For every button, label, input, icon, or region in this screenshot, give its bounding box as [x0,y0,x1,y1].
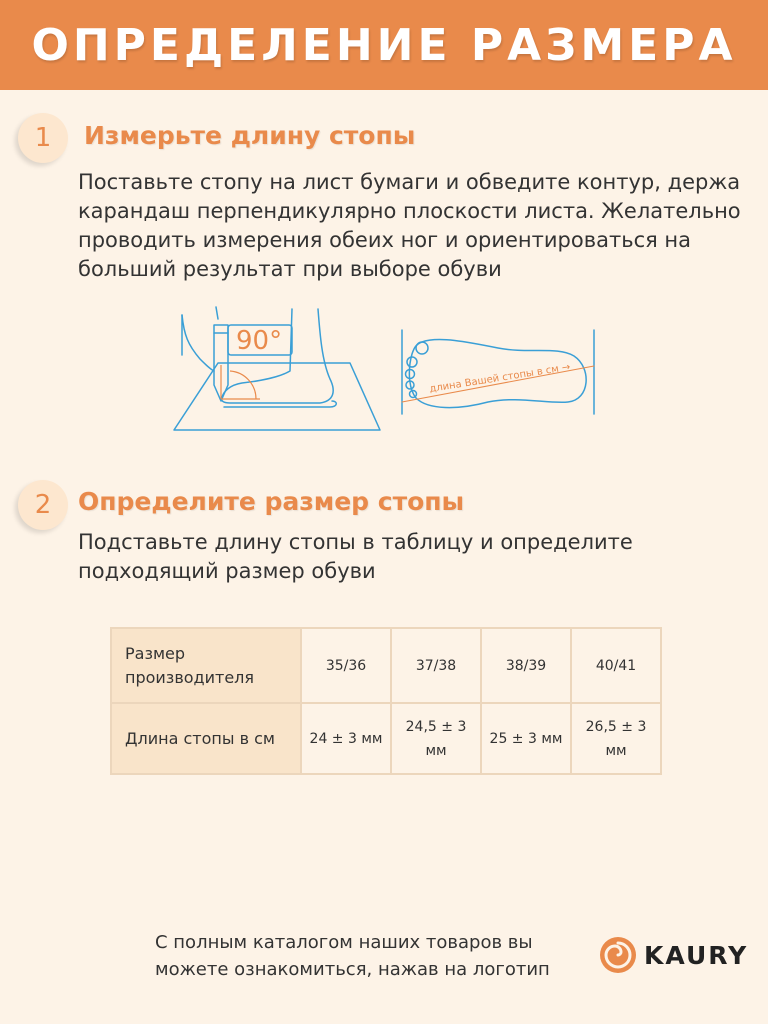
size-cell: 35/36 [301,628,391,703]
step-2-line: подходящий размер обуви [78,559,376,583]
step-2-number: 2 [34,490,52,520]
size-cell: 37/38 [391,628,481,703]
step-2-description [78,528,633,586]
step-1-badge [18,113,68,163]
step-1-line: больший результат при выборе обуви [78,257,502,281]
catalog-note-line: можете ознакомиться, нажав на логотип [155,959,550,980]
footprint-illustration [398,328,598,416]
foot-measuring-illustration [170,305,385,435]
catalog-note-line: С полным каталогом наших товаров вы [155,932,533,953]
page-title: ОПРЕДЕЛЕНИЕ РАЗМЕРА [31,19,737,71]
kaury-logo-link[interactable] [598,935,748,975]
row-header-length: Длина стопы в см [111,703,301,774]
length-cell: 26,5 ± 3 мм [571,703,661,774]
logo-text: KAURY [644,940,749,970]
catalog-note [155,929,575,983]
step-1-line: Поставьте стопу на лист бумаги и обведите контур, держа [78,170,741,194]
size-cell: 38/39 [481,628,571,703]
angle-label: 90° [236,326,283,356]
step-2-line: Подставьте длину стопы в таблицу и определите [78,530,633,554]
step-2-title: Определите размер стопы [78,487,465,516]
size-table [110,627,662,775]
step-1-title: Измерьте длину стопы [84,121,416,150]
length-cell: 24,5 ± 3 мм [391,703,481,774]
length-cell: 25 ± 3 мм [481,703,571,774]
step-1-line: проводить измерения обеих ног и ориентироваться на [78,228,692,252]
snail-logo-icon [598,935,638,975]
step-1-number: 1 [34,123,52,153]
length-label: длина Вашей стопы в см → [428,361,572,395]
size-cell: 40/41 [571,628,661,703]
paper-sheet [174,363,380,430]
step-2-badge [18,480,68,530]
table-row [111,703,661,774]
foot-outline [221,309,333,403]
header-banner [0,0,768,90]
step-1-description [78,168,741,284]
table-row [111,628,661,703]
length-cell: 24 ± 3 мм [301,703,391,774]
step-1-line: карандаш перпендикулярно плоскости листа. Желательно [78,199,741,223]
row-header-size: Размер производителя [111,628,301,703]
